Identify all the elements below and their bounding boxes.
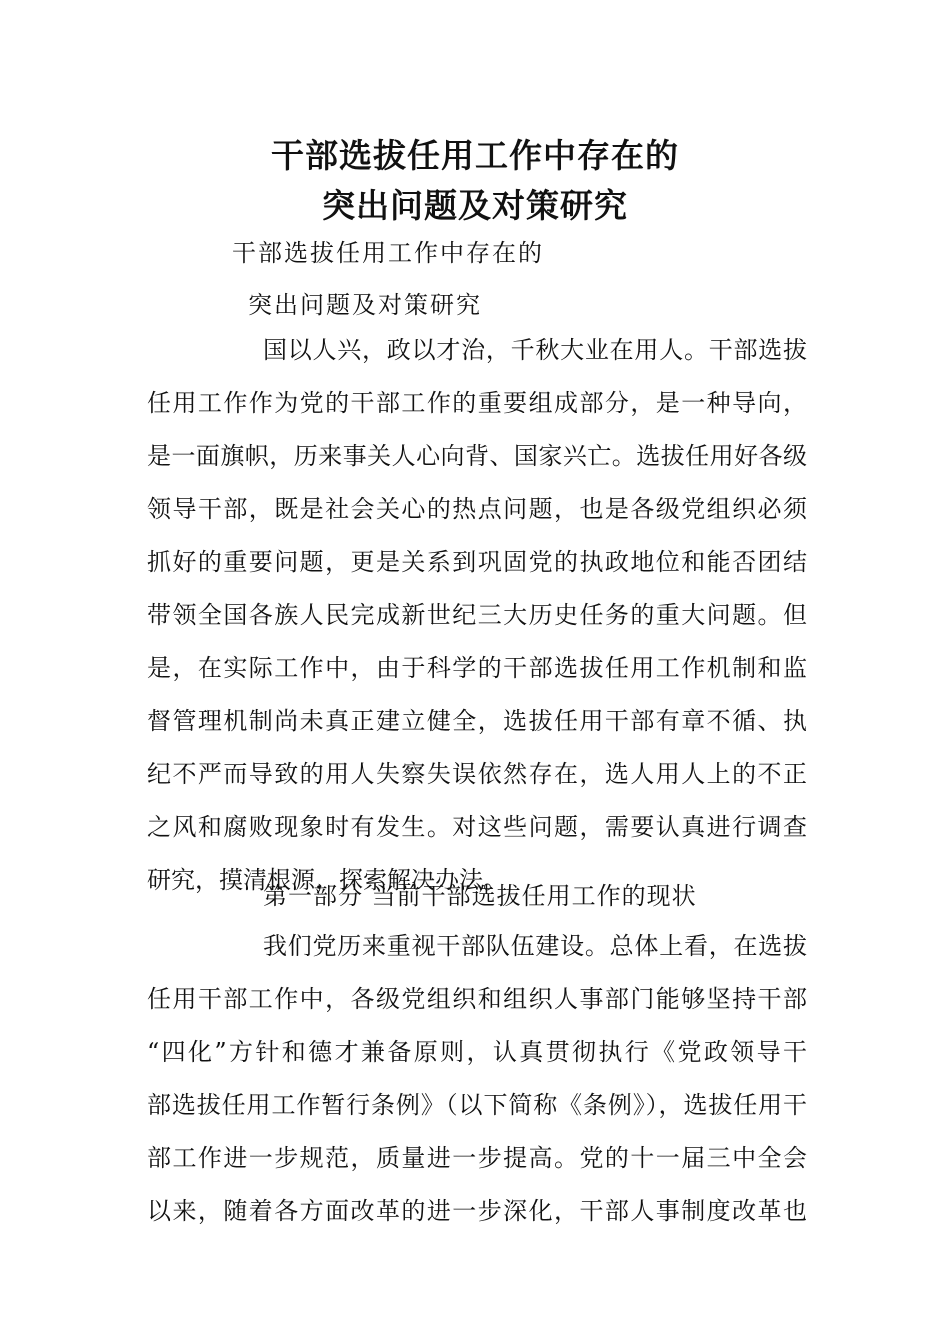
paragraph-line: 我们党历来重视干部队伍建设。总体上看，在选拔 — [263, 932, 807, 960]
paragraph-line: 任用干部工作中，各级党组织和组织人事部门能够坚持干部 — [147, 985, 807, 1013]
paragraph-line: 领导干部，既是社会关心的热点问题，也是各级党组织必须 — [147, 495, 807, 523]
paragraph-line: 督管理机制尚未真正建立健全，选拔任用干部有章不循、执 — [147, 707, 807, 735]
paragraph-line: 是，在实际工作中，由于科学的干部选拔任用工作机制和监 — [147, 654, 807, 682]
document-title-line-2: 突出问题及对策研究 — [322, 186, 628, 225]
subtitle-line-2: 突出问题及对策研究 — [248, 291, 482, 319]
section-heading: 第一部分 当前干部选拔任用工作的现状 — [263, 882, 697, 910]
paragraph-line: 之风和腐败现象时有发生。对这些问题，需要认真进行调查 — [147, 813, 807, 841]
paragraph-line: 是一面旗帜，历来事关人心向背、国家兴亡。选拔任用好各级 — [147, 442, 807, 470]
paragraph-line: 研究，摸清根源，探索解决办法。 — [147, 866, 507, 894]
paragraph-line: 任用工作作为党的干部工作的重要组成部分，是一种导向， — [147, 389, 807, 417]
paragraph-line: 部选拔任用工作暂行条例》（以下简称《条例》），选拔任用干 — [147, 1091, 807, 1119]
document-title-line-1: 干部选拔任用工作中存在的 — [271, 136, 679, 175]
paragraph-line: 部工作进一步规范，质量进一步提高。党的十一届三中全会 — [147, 1144, 807, 1172]
paragraph-line: 纪不严而导致的用人失察失误依然存在，选人用人上的不正 — [147, 760, 807, 788]
paragraph-line: “四化”方针和德才兼备原则，认真贯彻执行《党政领导干 — [147, 1038, 807, 1066]
paragraph-line: 国以人兴，政以才治，千秋大业在用人。干部选拔 — [263, 336, 807, 364]
subtitle-line-1: 干部选拔任用工作中存在的 — [232, 239, 544, 267]
paragraph-line: 以来，随着各方面改革的进一步深化，干部人事制度改革也 — [147, 1197, 807, 1225]
paragraph-line: 抓好的重要问题，更是关系到巩固党的执政地位和能否团结 — [147, 548, 807, 576]
paragraph-line: 带领全国各族人民完成新世纪三大历史任务的重大问题。但 — [147, 601, 807, 629]
